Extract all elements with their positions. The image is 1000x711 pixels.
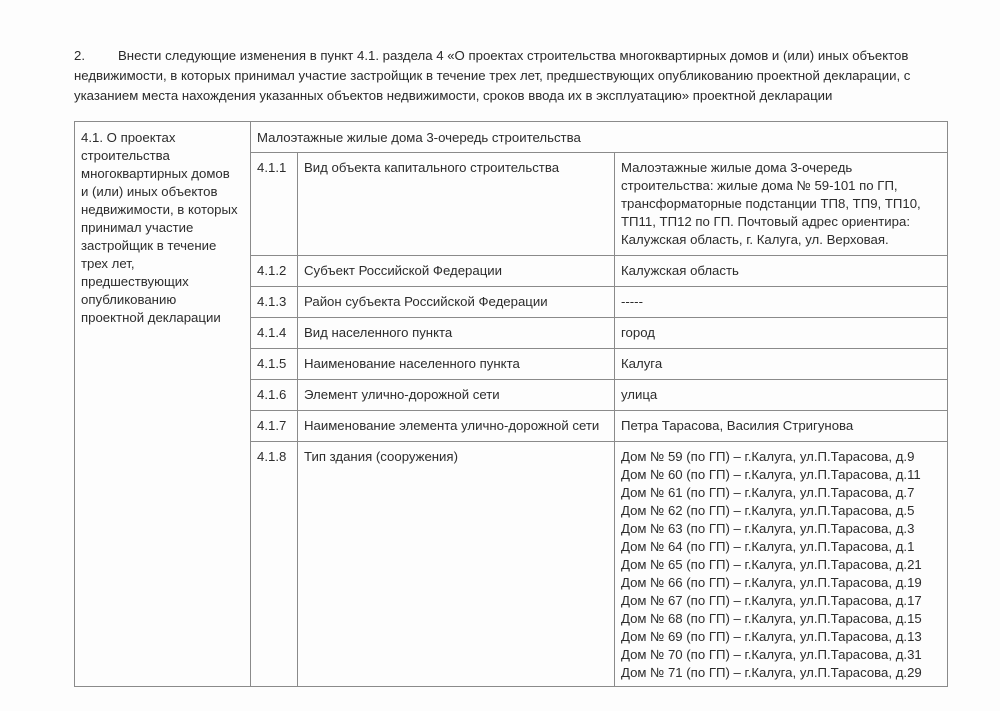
house-item: Дом № 61 (по ГП) – г.Калуга, ул.П.Тарасова, д.7: [621, 485, 915, 500]
house-item: Дом № 62 (по ГП) – г.Калуга, ул.П.Тарасова, д.5: [621, 503, 915, 518]
house-item: Дом № 67 (по ГП) – г.Калуга, ул.П.Тарасова, д.17: [621, 593, 922, 608]
group-header: Малоэтажные жилые дома 3-очередь строительства: [251, 122, 948, 153]
intro-line-3: указанием места нахождения указанных объектов недвижимости, сроков ввода их в эксплуатацию» проектной декларации: [74, 88, 833, 103]
house-item: Дом № 64 (по ГП) – г.Калуга, ул.П.Тарасова, д.1: [621, 539, 915, 554]
row-value: -----: [615, 287, 948, 318]
row-field: Субъект Российской Федерации: [298, 256, 615, 287]
row-value: улица: [615, 380, 948, 411]
house-item: Дом № 71 (по ГП) – г.Калуга, ул.П.Тарасова, д.29: [621, 665, 922, 680]
row-value: город: [615, 318, 948, 349]
row-code: 4.1.8: [251, 442, 298, 687]
row-code: 4.1.5: [251, 349, 298, 380]
row-field: Наименование населенного пункта: [298, 349, 615, 380]
house-item: Дом № 59 (по ГП) – г.Калуга, ул.П.Тарасова, д.9: [621, 449, 915, 464]
row-field: Тип здания (сооружения): [298, 442, 615, 687]
row-value: Петра Тарасова, Василия Стригунова: [615, 411, 948, 442]
houses-list: [615, 442, 948, 687]
row-code: 4.1.7: [251, 411, 298, 442]
row-value: Калуга: [615, 349, 948, 380]
section-label-cell: 4.1. О проектах строительства многоквартирных домов и (или) иных объектов недвижимости, в которых принимал участие застройщик в течение трех лет, предшествующих опубликованию проектной декларации: [75, 122, 251, 687]
intro-line-1: 2. Внести следующие изменения в пункт 4.1. раздела 4 «О проектах строительства многоквартирных домов и (или) иных объектов: [74, 46, 954, 66]
house-item: Дом № 70 (по ГП) – г.Калуга, ул.П.Тарасова, д.31: [621, 647, 922, 662]
house-item: Дом № 66 (по ГП) – г.Калуга, ул.П.Тарасова, д.19: [621, 575, 922, 590]
intro-paragraph: [74, 46, 954, 106]
row-field: Вид объекта капитального строительства: [298, 153, 615, 256]
row-code: 4.1.2: [251, 256, 298, 287]
house-item: Дом № 60 (по ГП) – г.Калуга, ул.П.Тарасова, д.11: [621, 467, 921, 482]
house-item: Дом № 68 (по ГП) – г.Калуга, ул.П.Тарасова, д.15: [621, 611, 922, 626]
declaration-table: [74, 121, 948, 687]
row-code: 4.1.4: [251, 318, 298, 349]
group-header-row: [75, 122, 948, 153]
row-value: Калужская область: [615, 256, 948, 287]
house-item: Дом № 65 (по ГП) – г.Калуга, ул.П.Тарасова, д.21: [621, 557, 922, 572]
row-code: 4.1.3: [251, 287, 298, 318]
row-field: Элемент улично-дорожной сети: [298, 380, 615, 411]
row-code: 4.1.6: [251, 380, 298, 411]
row-field: Район субъекта Российской Федерации: [298, 287, 615, 318]
row-field: Вид населенного пункта: [298, 318, 615, 349]
intro-line-2: недвижимости, в которых принимал участие застройщик в течение трех лет, предшествующих опубликованию проектной декларации, с: [74, 68, 911, 83]
house-item: Дом № 63 (по ГП) – г.Калуга, ул.П.Тарасова, д.3: [621, 521, 915, 536]
row-value: Малоэтажные жилые дома 3-очередь строительства: жилые дома № 59-101 по ГП, трансформаторные подстанции ТП8, ТП9, ТП10, ТП11, ТП12 по ГП. Почтовый адрес ориентира: Калужская область, г. Калуга, ул. Верховая.: [615, 153, 948, 256]
row-field: Наименование элемента улично-дорожной сети: [298, 411, 615, 442]
row-code: 4.1.1: [251, 153, 298, 256]
item-number: 2.: [74, 48, 85, 63]
house-item: Дом № 69 (по ГП) – г.Калуга, ул.П.Тарасова, д.13: [621, 629, 922, 644]
